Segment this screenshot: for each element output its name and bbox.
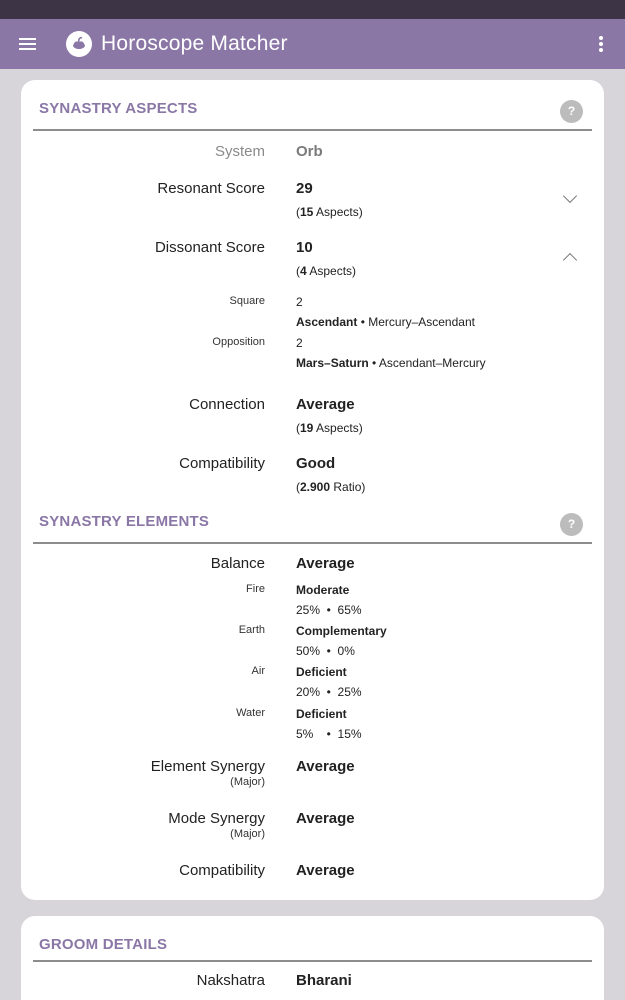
resonant-score-label: Resonant Score <box>157 180 265 197</box>
dissonant-score-value: 10 <box>296 239 313 256</box>
section-title-groom: GROOM DETAILS <box>39 936 168 953</box>
status-bar <box>0 0 625 19</box>
nakshatra-value: Bharani <box>296 972 352 989</box>
mode-synergy-sub: (Major) <box>230 828 265 840</box>
element-value-air: Deficient <box>296 665 347 679</box>
element-label-water: Water <box>236 707 265 719</box>
connection-value: Average <box>296 396 355 413</box>
element-label-earth: Earth <box>238 624 265 636</box>
element-percents-water: 5% • 15% <box>296 727 362 741</box>
connection-label: Connection <box>189 396 265 413</box>
balance-value: Average <box>296 555 355 572</box>
element-percents-air: 20% • 25% <box>296 685 362 699</box>
header-system-label: System <box>214 143 265 160</box>
resonant-score-value: 29 <box>296 180 313 197</box>
help-icon[interactable]: ? <box>560 513 583 536</box>
resonant-aspects-count: (15 Aspects) <box>296 205 363 219</box>
groom-details-card <box>21 916 604 1000</box>
element-synergy-label: Element Synergy <box>150 758 265 775</box>
app-bar <box>0 19 625 69</box>
swan-logo-icon <box>66 31 92 57</box>
section-title-aspects: SYNASTRY ASPECTS <box>39 100 198 117</box>
element-percents-earth: 50% • 0% <box>296 644 355 658</box>
element-label-air: Air <box>251 665 265 677</box>
section-title-elements: SYNASTRY ELEMENTS <box>39 513 210 530</box>
dissonant-score-label: Dissonant Score <box>154 239 265 256</box>
element-value-earth: Complementary <box>296 624 387 638</box>
chevron-down-icon[interactable] <box>563 189 577 203</box>
element-value-water: Deficient <box>296 707 347 721</box>
app-title: Horoscope Matcher <box>101 32 288 55</box>
section-divider <box>33 960 592 962</box>
element-synergy-sub: (Major) <box>230 776 265 788</box>
synastry-card <box>21 80 604 900</box>
nakshatra-label: Nakshatra <box>196 972 265 989</box>
square-label: Square <box>229 295 265 307</box>
elements-compatibility-value: Average <box>296 862 355 879</box>
hamburger-menu-icon[interactable] <box>19 38 36 51</box>
chevron-up-icon[interactable] <box>563 253 577 267</box>
help-icon[interactable]: ? <box>560 100 583 123</box>
element-label-fire: Fire <box>246 583 265 595</box>
aspects-compatibility-value: Good <box>296 455 336 472</box>
header-orb-label: Orb <box>296 143 323 160</box>
element-percents-fire: 25% • 65% <box>296 603 362 617</box>
dissonant-aspects-count: (4 Aspects) <box>296 264 357 278</box>
mode-synergy-value: Average <box>296 810 355 827</box>
section-divider <box>33 542 592 544</box>
opposition-aspects: Mars–Saturn • Ascendant–Mercury <box>296 356 486 370</box>
compatibility-ratio: (2.900 Ratio) <box>296 480 366 494</box>
elements-compatibility-label: Compatibility <box>179 862 265 879</box>
more-vertical-icon[interactable] <box>598 36 604 52</box>
square-aspects: Ascendant • Mercury–Ascendant <box>296 315 475 329</box>
aspects-compatibility-label: Compatibility <box>179 455 265 472</box>
opposition-label: Opposition <box>212 336 265 348</box>
mode-synergy-label: Mode Synergy <box>168 810 265 827</box>
section-divider <box>33 129 592 131</box>
opposition-count: 2 <box>296 336 303 350</box>
element-synergy-value: Average <box>296 758 355 775</box>
element-value-fire: Moderate <box>296 583 350 597</box>
connection-aspects-count: (19 Aspects) <box>296 421 363 435</box>
square-count: 2 <box>296 295 303 309</box>
balance-label: Balance <box>210 555 265 572</box>
